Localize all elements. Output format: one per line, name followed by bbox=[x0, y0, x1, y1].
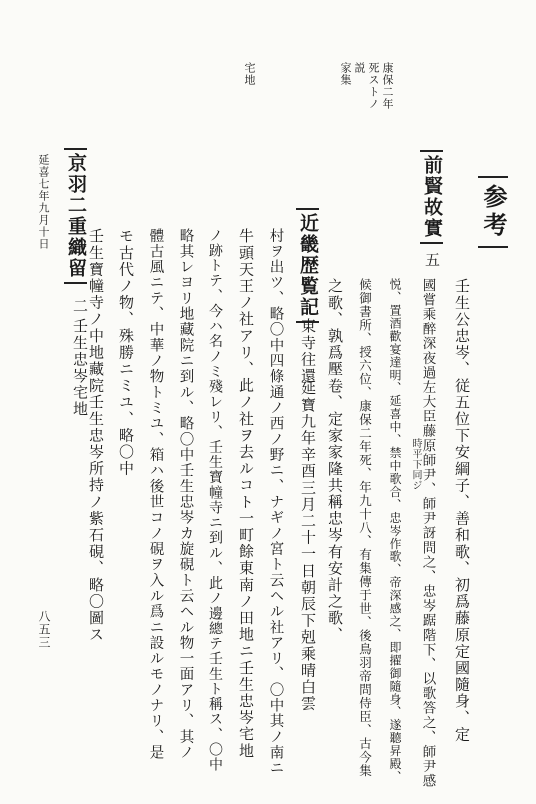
section-title-zenken: 前賢故實 bbox=[420, 150, 443, 244]
text-line: 牛頭天王ノ社アリ、此ノ社ヲ去ルコト一町餘東南ノ田地ニ壬生忠岑宅地 bbox=[237, 228, 255, 760]
text-line: 延寶九年辛酉三月二十一日朝辰下剋乘晴白雲 bbox=[299, 380, 317, 712]
section-heading-kinki: 東寺往還 bbox=[299, 318, 317, 385]
text-line: 候御書所、授六位、康保二年死、年九十八、有集傳于世、後鳥羽帝問侍臣、古今集 bbox=[357, 278, 373, 778]
page-number: 八五三 bbox=[37, 610, 51, 649]
reference-title: 参考 bbox=[478, 176, 508, 248]
section-num-kyohabutae: 二 bbox=[71, 298, 89, 315]
text-line: 體古風ニテ、中華ノ物トミユ、箱ハ後世コノ硯ヲ入ル爲ニ設ルモノナリ、是 bbox=[147, 228, 164, 761]
text-line: 悦、置酒歡宴達明、延喜中、禁中歌合、忠岑作歌、帝深感之、即擢御隨身、遂聽昇殿、 bbox=[388, 278, 402, 784]
text-line: 略其レヨリ地藏院ニ到ル、略〇中壬生忠岑カ旋硯ト云ヘル物一面アリ、其ノ bbox=[177, 228, 194, 761]
date-line: 延喜七年九月十日 bbox=[37, 154, 50, 250]
section-title-kinki: 近畿歴覧記 bbox=[296, 208, 319, 323]
text-line: 壬生公忠岑、従五位下安綱子、善和歌、初爲藤原定國隨身、定 bbox=[453, 278, 471, 743]
text-line: ノ跡トテ、今ハ名ノミ殘レリ、壬生寶幢寺ニ到ル、此ノ邊總テ壬生ト稱ス、〇中 bbox=[207, 228, 223, 773]
annotation-note: 時平下同ジ bbox=[410, 438, 421, 491]
text-line: 之歌、孰爲壓卷、定家家隆共稱忠岑有安計之歌、 bbox=[326, 278, 344, 644]
text-line: 村ヲ出ツ、略〇中四條通ノ西ノ野ニ、ナギノ宮ト云ヘル社アリ、〇中其ノ南ニ bbox=[267, 228, 284, 777]
section-heading-kyohabutae: 壬生忠岑宅地 bbox=[71, 318, 89, 418]
side-note-1: 康保二年 bbox=[381, 62, 394, 110]
side-note-4: 家集 bbox=[339, 62, 352, 86]
section-title-kyohabutae: 京羽二重織留 bbox=[64, 148, 87, 284]
text-line: 壬生寶幢寺ノ中地藏院壬生忠岑所持ノ紫石硯、略〇圖ス bbox=[87, 228, 105, 643]
text-line: モ古代ノ物、殊勝ニミユ、略〇中 bbox=[117, 228, 135, 477]
section-num-zenken: 五 bbox=[423, 252, 441, 269]
side-note-5: 宅地 bbox=[243, 62, 256, 86]
side-note-3: 説 bbox=[353, 62, 366, 74]
text-line: 國嘗乘醉深夜過左大臣藤原師尹、師尹訝問之、忠岑踞階下、以歌答之、師尹感 bbox=[419, 278, 436, 789]
side-note-2: 死ストノ bbox=[367, 62, 380, 110]
